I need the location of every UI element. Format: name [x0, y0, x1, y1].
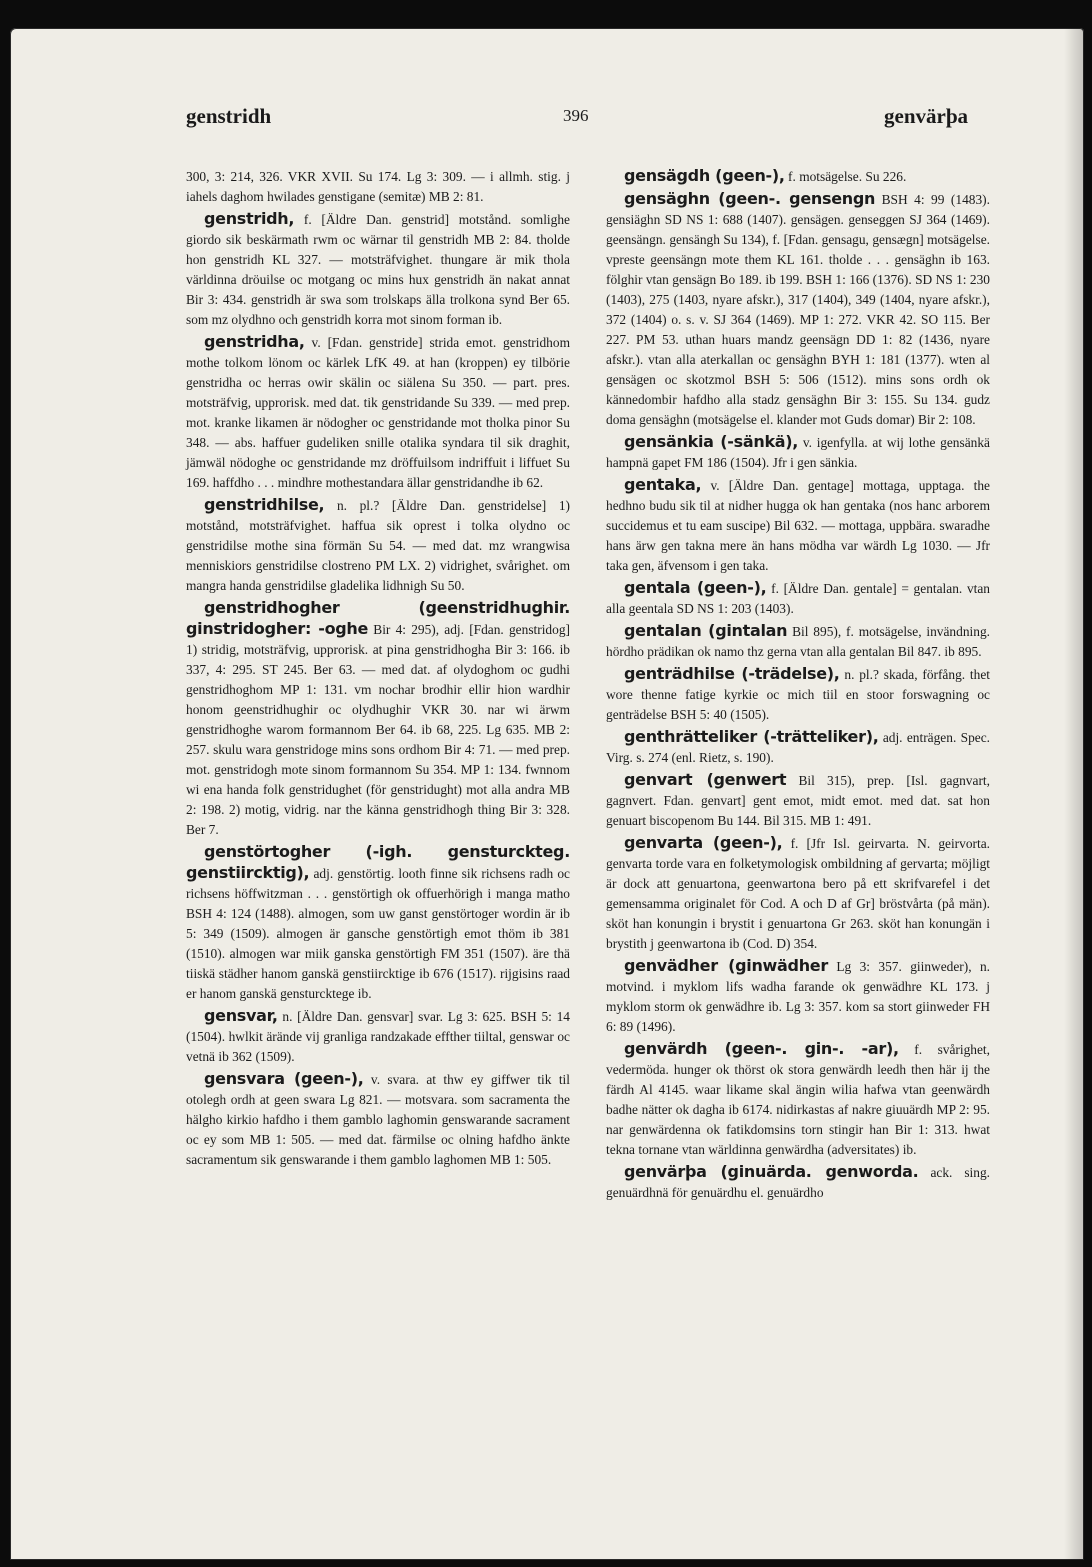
header-right-headword: genvärþa [884, 104, 968, 128]
header-left-headword: genstridh [186, 104, 272, 128]
entry-text: adj. genstörtig. looth finne sik richsens radh oc richsens höffwitzman . . . genstörtigh ok offuerhörigh i manga matho BSH 4: 124 (1488). almogen, som uw ganst genstörtoger wordin är ib 5: 349 (1509). almogen är gansche genstörtigh emot thöm ib 381 (1510). almogen war miik ganska genstörtigh FM 351 (1507). äre thä tiiskä städher hanom ganskä genstiircktige ib 676 (1517). rijgisins raad er hanom ganskä gensturcktege ib. [186, 866, 570, 1001]
entry-text: v. svara. at thw ey giffwer tik til otolegh ordh at geen swara Lg 821. — motsvara. som sacramenta the hälgho kirkio hafdho i them gamblo laghomin genswarande sacrament oc ey som MB 1: 505. — med dat. färmilse oc olning hafdho änkte sacramentum sik genswarande i them gamblo laghomen MB 1: 505. [186, 1072, 570, 1167]
entry-headword: genvärdh (geen-. gin-. -ar), [624, 1039, 899, 1058]
dictionary-entry [186, 332, 570, 493]
entry-headword: genstridhogher (geenstridhughir. ginstridogher: -oghe [186, 598, 570, 638]
dictionary-entry [186, 166, 570, 207]
dictionary-entry [606, 664, 990, 725]
entry-headword: gentaka, [624, 475, 702, 494]
entry-text: f. motsägelse. Su 226. [788, 169, 907, 184]
entry-text: v. [Fdan. genstride] strida emot. genstridhom mothe tolkom lönom oc kärlek LfK 49. at han (kroppen) ey tilbörie genstridha oc herras owir skälin oc siälena Su 350. — part. pres. motsträfvig, upprorisk. med dat. tik genstridande Su 339. — med prep. mot. kranke likamen är nödogher oc genstridande mot tholka pinor Su 348. — abs. haffuer gudeliken snille otalika syndara til sik draghit, jämwäl nödoghe oc genstridande mz dröffuilsom indriffuit i liffuet Su 169. haffdho . . . mindhre mothestandara ällar genstridandhe ib 62. [186, 335, 570, 490]
entry-text: v. igenfylla. at wij lothe gensänkä hampnä gapet FM 186 (1504). Jfr i gen sänkia. [606, 435, 990, 470]
entry-text: ack. sing. genuärdhnä för genuärdhu el. genuärdho [606, 1165, 990, 1200]
entry-text: Bil 315), prep. [Isl. gagnvart, gagnvert. Fdan. genvart] gent emot, midt emot. med dat. sat hon genuart biscopenom Bu 144. Bil 315. MB 1: 491. [606, 773, 990, 828]
entry-headword: gensägdh (geen-), [624, 166, 785, 185]
entry-text: f. [Äldre Dan. gentale] = gentalan. vtan alla geentala SD NS 1: 203 (1403). [606, 581, 990, 616]
dictionary-entry [606, 578, 990, 619]
dictionary-entry [606, 166, 990, 187]
left-column [186, 166, 570, 1172]
entry-headword: genvarta (geen-), [624, 833, 783, 852]
entry-headword: gentalan (gintalan [624, 621, 788, 640]
dictionary-entry [606, 727, 990, 768]
entry-headword: gentala (geen-), [624, 578, 767, 597]
entry-text: n. [Äldre Dan. gensvar] svar. Lg 3: 625. BSH 5: 14 (1504). hwlkit ärände vij granliga randzakade effther tiiltal, genswar oc vetnä ib 362 (1509). [186, 1009, 570, 1064]
entry-text: Lg 3: 357. giinweder), n. motvind. i myklom lifs wadha farande ok genwädhre KL 173. j myklom storm ok genwädhre ib. Lg 3: 357. kom sa stort giinweder FH 6: 89 (1496). [606, 959, 990, 1034]
page-number: 396 [563, 106, 589, 125]
entry-headword: genstörtogher (-igh. gensturckteg. genstiircktig), [186, 842, 570, 882]
entry-text: BSH 4: 99 (1483). gensiäghn SD NS 1: 688 (1407). gensägen. genseggen SJ 364 (1469). geensängn. gensängh Su 134), f. [Fdan. gensagu, gensægn] motsägelse. vpreste geensängn mote them KL 161. tholde . . . gensäghn ib 163. fölghir vtan gensägn Bo 189. ib 199. BSH 1: 166 (1376). SD NS 1: 230 (1403), 275 (1403, nyare afskr.), 317 (1404), 349 (1404, nyare afskr.), 372 (1404) o. s. v. SJ 364 (1469). MP 1: 272. VKR 42. SO 115. Ber 227. PM 53. uthan huars mandz geensägn DD 1: 82 (1436, nyare afskr.). vtan alla aterkallan oc gensäghn BYH 1: 181 (1377). wten al gensägen oc skotzmol BSH 5: 506 (1512). mins sons ordh ok kännedombir hafdho alla stadz gensäghn Bir 3: 155. Su 134. gudz doma gensäghn (motsägelse el. klander mot Guds domar) Bir 2: 108. [606, 192, 990, 427]
dictionary-entry [606, 770, 990, 831]
entry-text: Bil 895), f. motsägelse, invändning. hördho prädikan ok namo thz gerna vtan alla gentalan Bil 847. ib 895. [606, 624, 990, 659]
dictionary-entry [186, 1006, 570, 1067]
dictionary-entry [606, 956, 990, 1037]
entry-text: n. pl.? skada, förfång. thet wore thenne fatige kyrkie oc mich tiil en stoor forswagning oc genträdelse BSH 5: 40 (1505). [606, 667, 990, 722]
dictionary-entry [606, 833, 990, 954]
dictionary-entry [186, 842, 570, 1004]
entry-headword: genvart (genwert [624, 770, 787, 789]
entry-text: 300, 3: 214, 326. VKR XVII. Su 174. Lg 3: 309. — i allmh. stig. j iahels daghom hwilades genstigane (semitæ) MB 2: 81. [186, 169, 570, 204]
entry-text: adj. enträgen. Spec. Virg. s. 274 (enl. Rietz, s. 190). [606, 730, 990, 765]
dictionary-entry [606, 621, 990, 662]
entry-headword: genstridha, [204, 332, 305, 351]
page-header [0, 104, 1092, 140]
dictionary-entry [606, 475, 990, 576]
entry-headword: genvärþa (ginuärda. genworda. [624, 1162, 919, 1181]
dictionary-entry [606, 1039, 990, 1160]
entry-headword: gensänkia (-sänkä), [624, 432, 799, 451]
entry-text: v. [Äldre Dan. gentage] mottaga, upptaga. the hedhno budu sik til at nidher hugga ok han gentaka (nos hanc arborem succidemus et tu eam suscipe) Bil 632. — mottaga, uppbära. swaradhe hans ärw gen takna mere än hans mödha var wärdh Lg 1030. — Jfr taka gen, äfvensom i gen taka. [606, 478, 990, 573]
entry-headword: gensäghn (geen-. gensengn [624, 189, 876, 208]
entry-headword: genvädher (ginwädher [624, 956, 828, 975]
dictionary-entry [606, 189, 990, 430]
right-column [606, 166, 990, 1205]
entry-headword: genstridh, [204, 209, 295, 228]
dictionary-entry [186, 598, 570, 840]
dictionary-entry [606, 1162, 990, 1203]
dictionary-entry [606, 432, 990, 473]
dictionary-entry [186, 495, 570, 596]
entry-headword: gensvara (geen-), [204, 1069, 364, 1088]
entry-text: n. pl.? [Äldre Dan. genstridelse] 1) motstånd, motsträfvighet. haffua sik oprest i tolka olydno oc genstridilse mothe sina förmän Su 54. — med dat. mz wrangwisa menniskiors genstridilse clostreno PM LX. 2) vidrighet, svårighet. om mangra handa genstridilse gladelika lidhnigh Su 50. [186, 498, 570, 593]
dictionary-entry [186, 209, 570, 330]
entry-headword: gensvar, [204, 1006, 278, 1025]
entry-text: f. [Äldre Dan. genstrid] motstånd. somlighe giordo sik beskärmath rwm oc wärnar til genstridh MB 2: 84. tholde hon genstridh KL 327. — motsträfvighet. thungare är mik thola världinna dröuilse oc motgang oc mins hux genstridh än nakat annat Bir 3: 434. genstridh är swa som trolskaps älla trolkona synd Ber 65. som mz olydhno och genstridh korra mot sinom forman ib. [186, 212, 570, 327]
entry-headword: genträdhilse (-trädelse), [624, 664, 840, 683]
entry-text: f. [Jfr Isl. geirvarta. N. geirvorta. genvarta torde vara en folketymologisk ombildning af gervarta; möjligt är dock att genuartona, geenwartona bero på ett skrifvarefel i det gemensamma originalet för Cod. A och D af Gr] bröstvårta (på män). sköt han konungin i brystit i genuartona Gr 263. sköt han konungän i brystith j geenwartona ib (Cod. D) 354. [606, 836, 990, 951]
dictionary-entry [186, 1069, 570, 1170]
entry-text: Bir 4: 295), adj. [Fdan. genstridog] 1) stridig, motsträfvig, upprorisk. at pina genstridhogha Bir 3: 166. ib 337, 4: 295. ST 245. Ber 63. — med dat. af olydoghom oc gudhi genstridhoghom MP 1: 131. vm nochar brodhir ellir hion wardhir honom geenstridhughir oc olydhughir VKR 30. nar wi ärwm genstridhoghe warom formannom Ber 64. ib 68, 225. Lg 635. MB 2: 257. skulu wara genstridoge mins sons ordhom Bir 4: 71. — med prep. mot. genstridogh mote sinom formannom Su 354. MP 1: 134. fwnnom wi ena handa folk genstridughet (för genstridught) mot alla andra MB 2: 198. 2) motig, vidrig. nar the känna genstridhogh thing Bir 3: 328. Ber 7. [186, 622, 570, 837]
entry-headword: genstridhilse, [204, 495, 325, 514]
entry-headword: genthrätteliker (-trätteliker), [624, 727, 879, 746]
entry-text: f. svårighet, vedermöda. hunger ok thörst ok stora genwärdh leedh then här ij the färdh Al 4145. waar likame skal ängin wilia hafwa vtan geenwärdh badhe nätter ok dagha ib 6174. nidirkastas af nakre giuuärdh MP 2: 95. nar genwärdenna ok fatikdomsins torn stingir han Bir 1: 313. hwat tekna tornane vtan wärldinna genwärdha (adversitates) ib. [606, 1042, 990, 1157]
